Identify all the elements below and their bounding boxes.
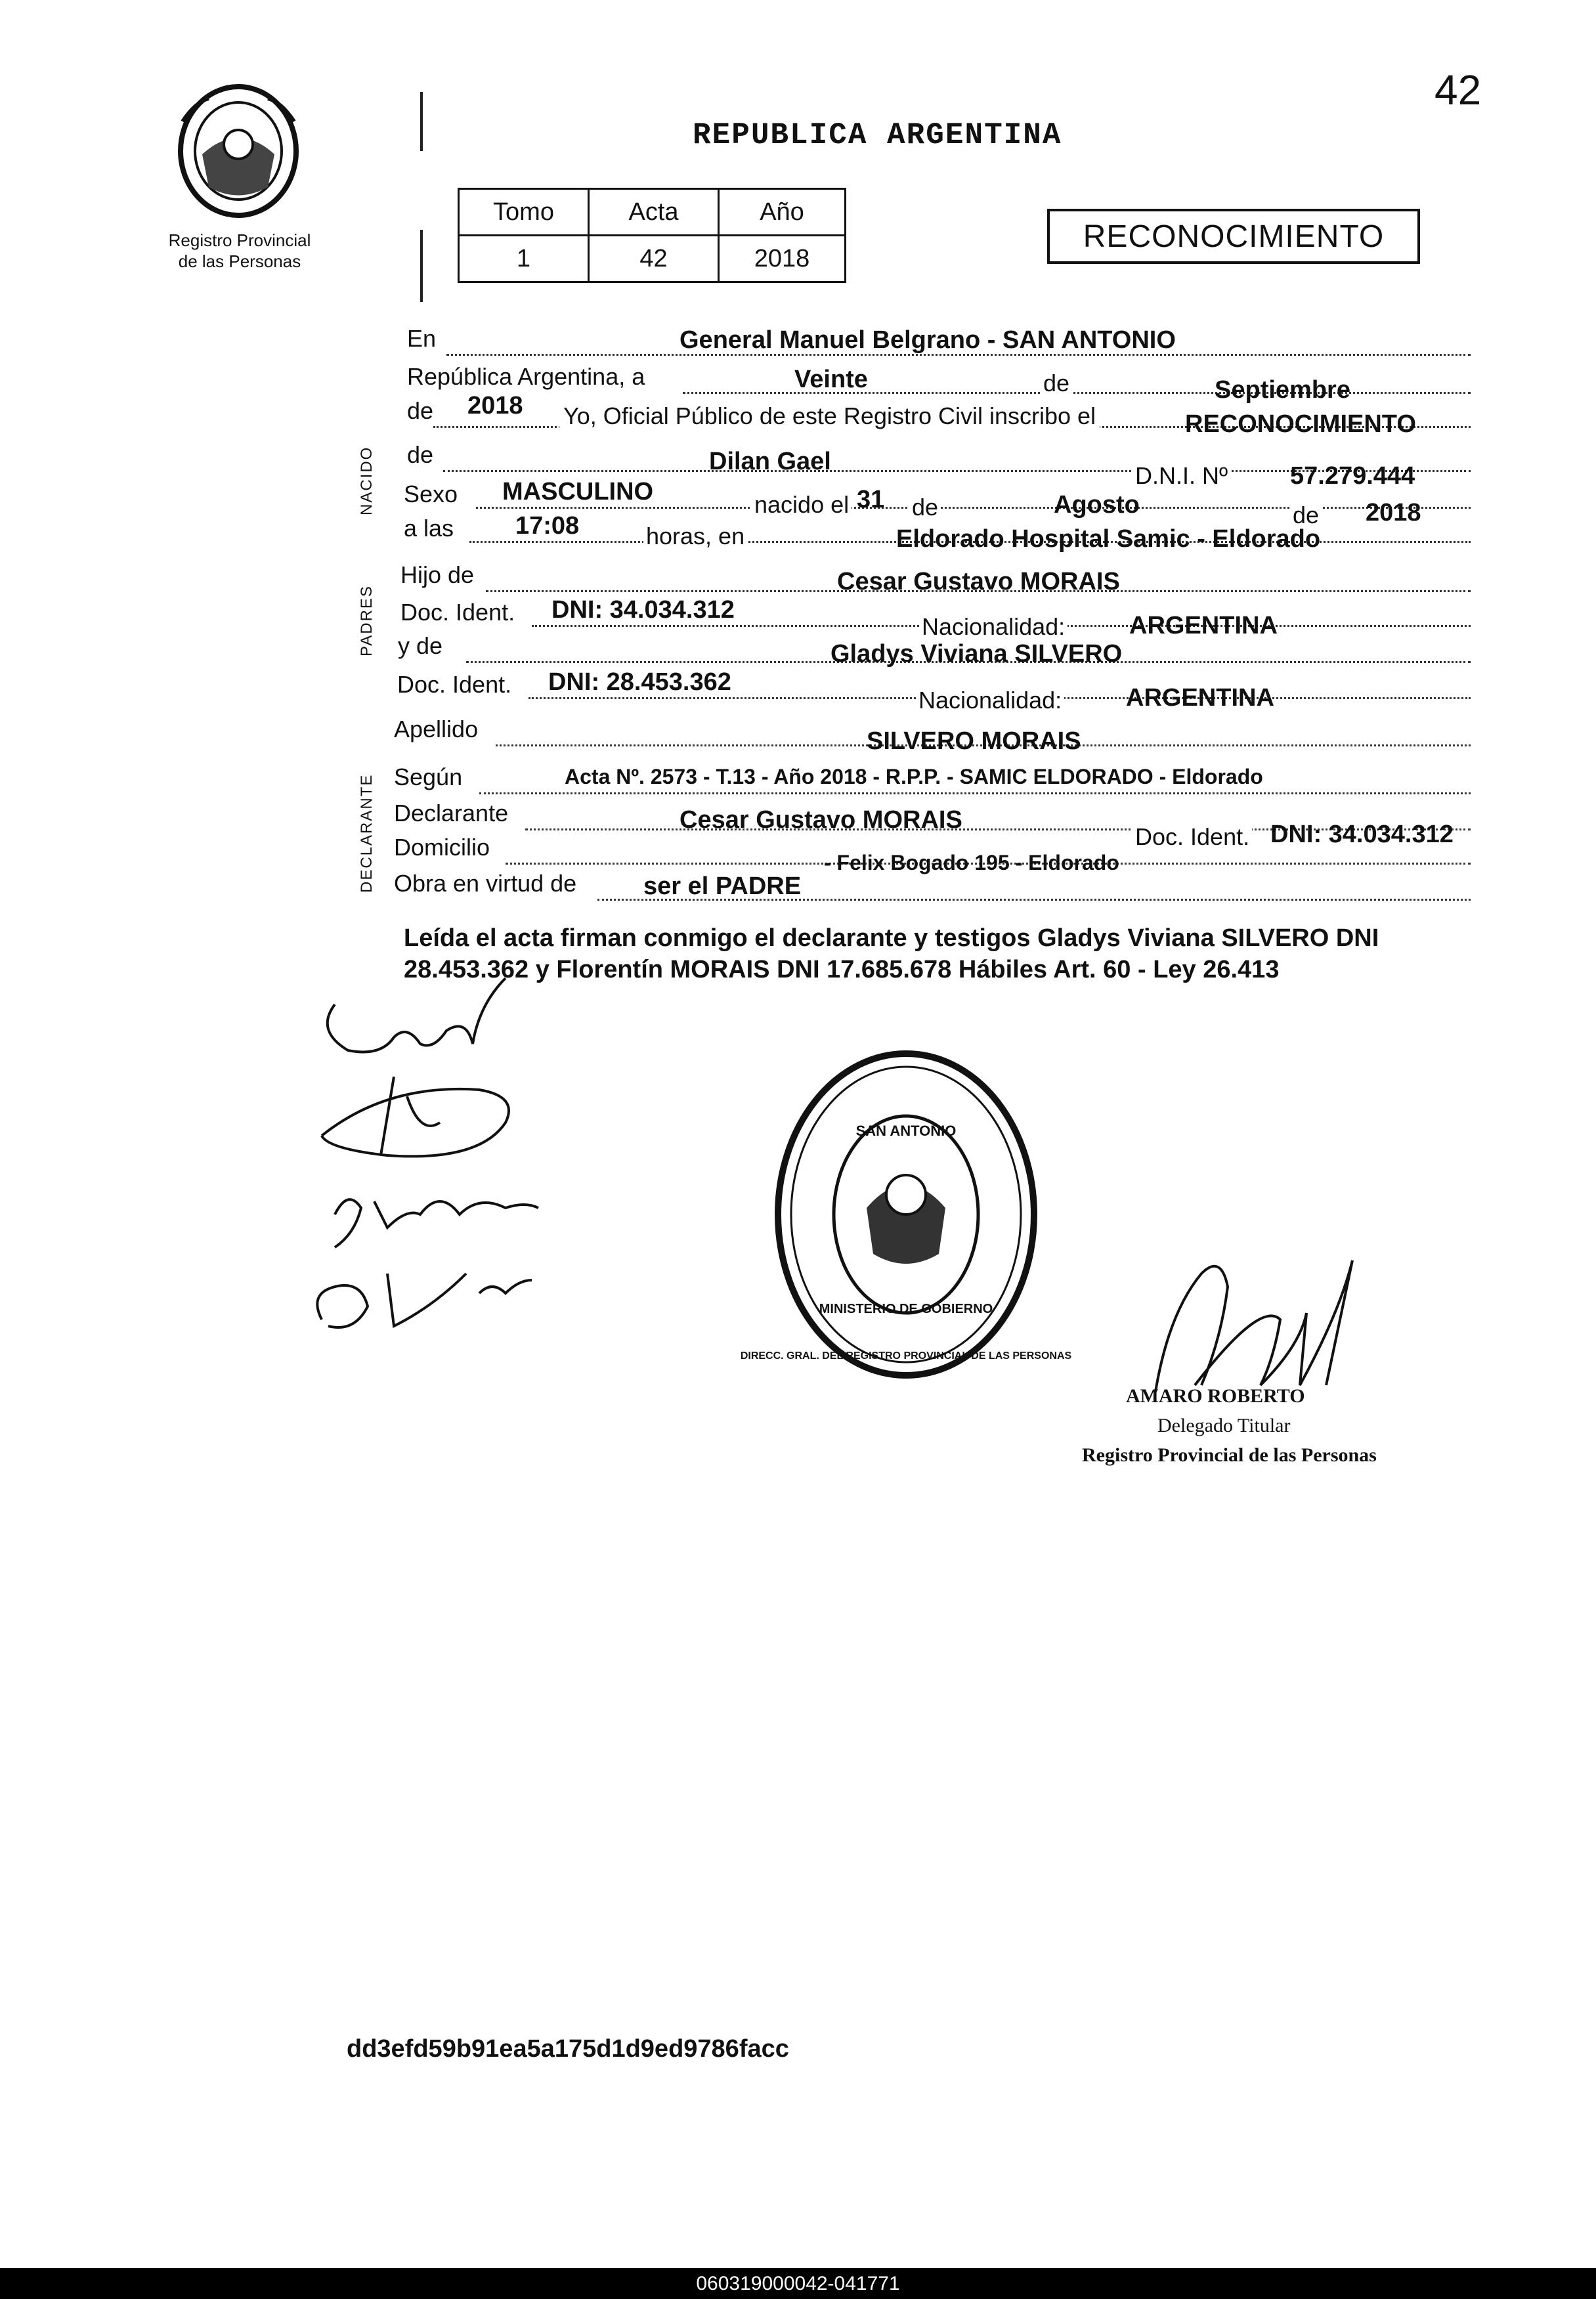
value-obra: ser el PADRE bbox=[643, 872, 802, 900]
closing-statement: Leída el acta firman conmigo el declarante y testigos Gladys Viviana SILVERO DNI 28.453.362 y Florentín MORAIS DNI 17.685.678 Hábiles Art. 60 - Ley 26.413 bbox=[404, 924, 1379, 983]
label-de: de bbox=[1041, 370, 1072, 397]
value-mother: Gladys Viviana SILVERO bbox=[830, 640, 1123, 668]
row-name bbox=[394, 441, 1471, 490]
label-mother-doc: Doc. Ident. bbox=[397, 671, 512, 698]
ref-header-ano: Año bbox=[719, 189, 846, 236]
witness-signatures bbox=[309, 965, 624, 1346]
label-name: de bbox=[407, 441, 434, 468]
value-born-year: 2018 bbox=[1366, 499, 1421, 526]
document-type-box: RECONOCIMIENTO bbox=[1047, 209, 1420, 264]
value-place: General Manuel Belgrano - SAN ANTONIO bbox=[679, 326, 1176, 354]
row-mother-doc bbox=[394, 668, 1471, 714]
signer-role: Delegado Titular bbox=[1157, 1415, 1291, 1436]
value-mother-nationality: ARGENTINA bbox=[1126, 684, 1274, 712]
signer-org: Registro Provincial de las Personas bbox=[1082, 1444, 1377, 1466]
label-en: En bbox=[407, 325, 437, 352]
value-dni: 57.279.444 bbox=[1290, 462, 1415, 490]
registry-name: Registro Provincial bbox=[168, 230, 311, 250]
side-label-declarante: DECLARANTE bbox=[358, 773, 376, 893]
label-time: a las bbox=[404, 515, 454, 542]
signer-name: AMARO ROBERTO bbox=[1126, 1385, 1305, 1407]
label-mother: y de bbox=[398, 632, 443, 659]
label-hours: horas, en bbox=[643, 523, 747, 550]
footer-code: 060319000042-041771 bbox=[0, 2268, 1596, 2299]
row-segun bbox=[394, 763, 1471, 800]
row-en bbox=[394, 325, 1471, 362]
value-declarant: Cesar Gustavo MORAIS bbox=[679, 806, 962, 834]
seal-outer-text: DIRECC. GRAL. DEL REGISTRO PROVINCIAL DE LAS PERSONAS bbox=[740, 1350, 1072, 1362]
label-segun: Según bbox=[394, 763, 463, 790]
label-father-nationality: Nacionalidad: bbox=[919, 613, 1068, 641]
label-registry-text: Yo, Oficial Público de este Registro Civil inscribo el bbox=[559, 402, 1100, 430]
row-father-doc bbox=[394, 596, 1471, 640]
ref-value-acta: 42 bbox=[589, 236, 719, 282]
provincial-shield-logo bbox=[169, 82, 307, 220]
label-father-doc: Doc. Ident. bbox=[400, 599, 515, 626]
label-republica: República Argentina, a bbox=[407, 363, 645, 390]
label-born: nacido el bbox=[752, 491, 852, 519]
value-father: Cesar Gustavo MORAIS bbox=[837, 568, 1120, 595]
value-father-nationality: ARGENTINA bbox=[1129, 612, 1278, 639]
value-born-day: 31 bbox=[857, 486, 885, 513]
ref-value-tomo: 1 bbox=[459, 236, 589, 282]
ref-header-acta: Acta bbox=[589, 189, 719, 236]
label-father: Hijo de bbox=[400, 561, 475, 588]
registry-caption bbox=[141, 230, 338, 272]
row-republica bbox=[394, 363, 1471, 404]
value-birth-place: Eldorado Hospital Samic - Eldorado bbox=[896, 525, 1321, 553]
label-born-de: de bbox=[909, 494, 941, 521]
official-seal bbox=[740, 1044, 1072, 1385]
official-signature bbox=[1129, 1234, 1405, 1405]
value-domicile: - Felix Bogado 195 - Eldorado bbox=[824, 851, 1119, 874]
value-year: 2018 bbox=[467, 392, 523, 419]
value-born-month: Agosto bbox=[1054, 491, 1140, 519]
registry-sub: de las Personas bbox=[178, 251, 301, 271]
value-time: 17:08 bbox=[515, 512, 580, 540]
value-day: Veinte bbox=[794, 366, 868, 393]
row-domicile bbox=[394, 834, 1471, 874]
margin-line bbox=[420, 92, 423, 151]
label-domicile: Domicilio bbox=[394, 834, 490, 861]
row-registry bbox=[394, 392, 1471, 438]
margin-line bbox=[420, 230, 423, 302]
row-surname bbox=[394, 716, 1471, 755]
seal-top-text: SAN ANTONIO bbox=[855, 1123, 957, 1139]
dotted-line bbox=[479, 792, 1471, 794]
ref-value-ano: 2018 bbox=[719, 236, 846, 282]
label-mother-nationality: Nacionalidad: bbox=[916, 687, 1064, 714]
reference-table bbox=[458, 188, 846, 283]
value-name: Dilan Gael bbox=[709, 448, 831, 475]
row-mother bbox=[394, 632, 1471, 669]
label-year-prefix: de bbox=[407, 397, 434, 424]
value-mother-doc: DNI: 28.453.362 bbox=[548, 668, 731, 696]
side-label-nacido: NACIDO bbox=[358, 446, 376, 515]
row-father bbox=[394, 561, 1471, 598]
label-declarant: Declarante bbox=[394, 800, 509, 827]
page-number: 42 bbox=[1434, 66, 1482, 114]
country-title: REPUBLICA ARGENTINA bbox=[693, 118, 1062, 152]
ref-header-tomo: Tomo bbox=[459, 189, 589, 236]
row-time bbox=[394, 512, 1471, 553]
label-sex: Sexo bbox=[404, 481, 458, 507]
document-hash: dd3efd59b91ea5a175d1d9ed9786facc bbox=[347, 2035, 789, 2063]
value-surname: SILVERO MORAIS bbox=[867, 727, 1081, 755]
label-surname: Apellido bbox=[394, 716, 479, 742]
value-father-doc: DNI: 34.034.312 bbox=[551, 596, 735, 624]
label-obra: Obra en virtud de bbox=[394, 870, 577, 897]
label-born-de2: de bbox=[1290, 502, 1322, 529]
value-registry: RECONOCIMIENTO bbox=[1185, 410, 1416, 438]
label-dni: D.N.I. Nº bbox=[1132, 462, 1230, 490]
seal-inner-text: MINISTERIO DE GOBIERNO bbox=[819, 1302, 993, 1316]
value-declarant-doc: DNI: 34.034.312 bbox=[1270, 821, 1454, 848]
value-sex: MASCULINO bbox=[502, 478, 654, 505]
side-label-padres: PADRES bbox=[358, 585, 376, 656]
value-segun: Acta Nº. 2573 - T.13 - Año 2018 - R.P.P. - SAMIC ELDORADO - Eldorado bbox=[565, 765, 1263, 788]
row-obra bbox=[394, 870, 1471, 907]
label-declarant-doc: Doc. Ident. bbox=[1132, 823, 1252, 851]
value-month: Septiembre bbox=[1215, 376, 1350, 404]
